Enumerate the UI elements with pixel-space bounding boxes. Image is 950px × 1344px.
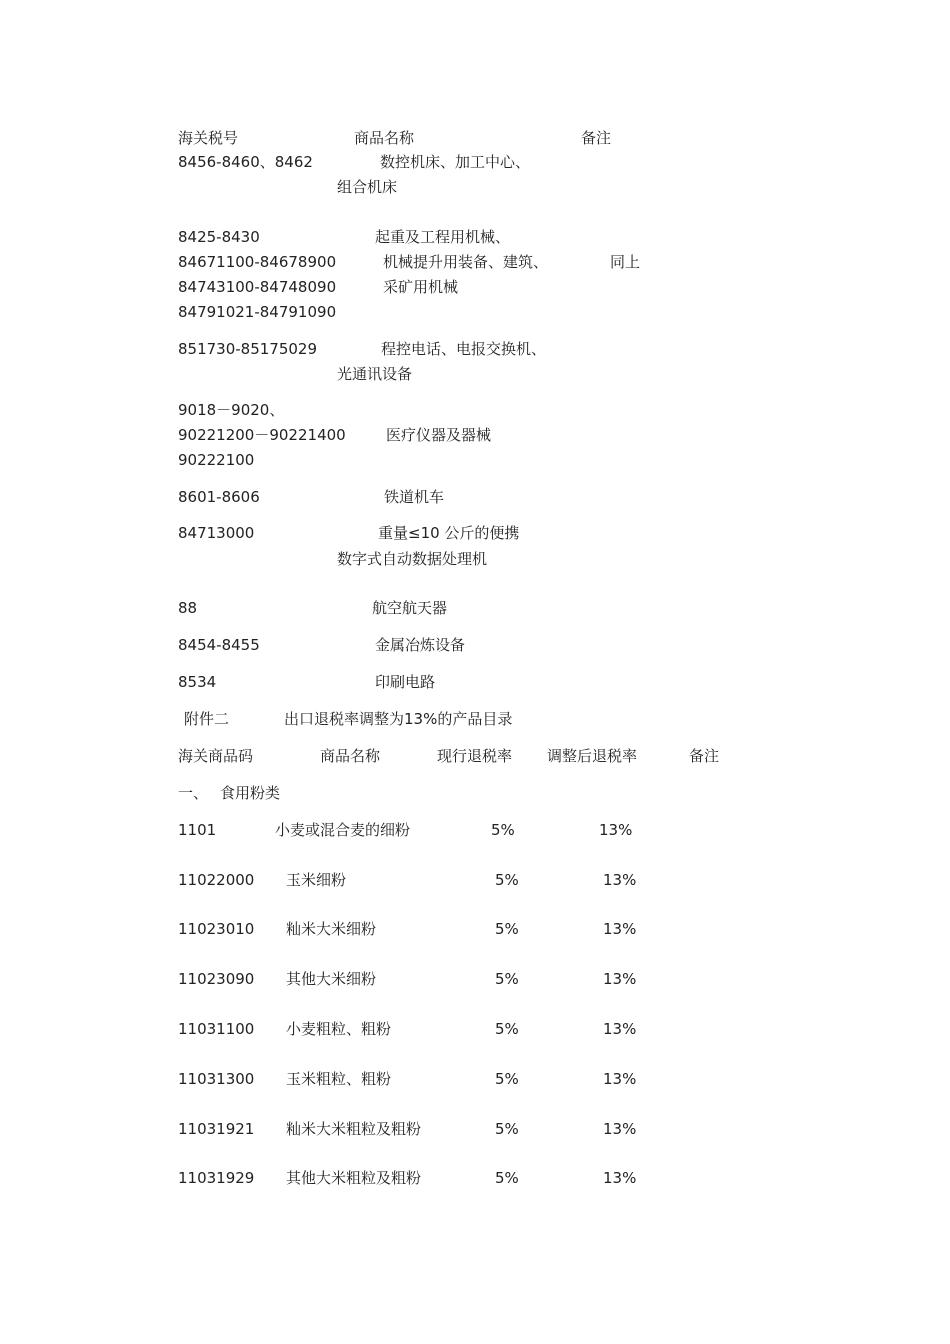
category-name: 食用粉类 (220, 784, 281, 802)
entry-note: 同上 (610, 253, 641, 271)
entry-name: 程控电话、电报交换机、 (381, 340, 547, 358)
row-adjusted-rate: 13% (603, 970, 637, 988)
row-name: 其他大米细粉 (286, 970, 377, 988)
header-name: 商品名称 (320, 747, 381, 765)
header-note: 备注 (689, 747, 720, 765)
entry-code: 851730-85175029 (178, 340, 318, 358)
row-current-rate: 5% (495, 1169, 519, 1187)
entry-name: 航空航天器 (372, 599, 448, 617)
entry-code: 8425-8430 (178, 228, 260, 246)
row-code: 11023010 (178, 920, 255, 938)
entry-name: 金属冶炼设备 (375, 636, 466, 654)
entry-code: 8534 (178, 673, 217, 691)
header-code: 海关商品码 (178, 747, 254, 765)
annex-title: 出口退税率调整为13%的产品目录 (284, 710, 513, 728)
row-name: 籼米大米细粉 (286, 920, 377, 938)
row-name: 玉米粗粒、粗粉 (286, 1070, 392, 1088)
row-current-rate: 5% (495, 920, 519, 938)
row-current-rate: 5% (495, 871, 519, 889)
row-name: 小麦粗粒、粗粉 (286, 1020, 392, 1038)
header-code: 海关税号 (178, 129, 239, 147)
row-name: 玉米细粉 (286, 871, 347, 889)
entry-name: 铁道机车 (384, 488, 445, 506)
entry-code: 8456-8460、8462 (178, 153, 313, 171)
entry-name: 机械提升用装备、建筑、 (383, 253, 549, 271)
row-adjusted-rate: 13% (603, 920, 637, 938)
entry-code: 8454-8455 (178, 636, 260, 654)
row-current-rate: 5% (495, 970, 519, 988)
entry-code: 88 (178, 599, 198, 617)
row-code: 11031300 (178, 1070, 255, 1088)
entry-name: 印刷电路 (375, 673, 436, 691)
row-current-rate: 5% (491, 821, 515, 839)
row-name: 其他大米粗粒及粗粉 (286, 1169, 422, 1187)
row-code: 11023090 (178, 970, 255, 988)
row-adjusted-rate: 13% (603, 1070, 637, 1088)
row-current-rate: 5% (495, 1070, 519, 1088)
row-code: 11031929 (178, 1169, 255, 1187)
entry-code: 90221200－90221400 (178, 426, 346, 444)
entry-name: 组合机床 (337, 178, 398, 196)
row-adjusted-rate: 13% (603, 871, 637, 889)
row-adjusted-rate: 13% (603, 1169, 637, 1187)
row-code: 1101 (178, 821, 217, 839)
row-code: 11031921 (178, 1120, 255, 1138)
entry-code: 84671100-84678900 (178, 253, 337, 271)
row-name: 小麦或混合麦的细粉 (275, 821, 411, 839)
entry-name: 起重及工程用机械、 (375, 228, 511, 246)
entry-code: 8601-8606 (178, 488, 260, 506)
header-current-rate: 现行退税率 (437, 747, 513, 765)
entry-code: 90222100 (178, 451, 255, 469)
row-current-rate: 5% (495, 1120, 519, 1138)
entry-code: 84743100-84748090 (178, 278, 337, 296)
row-current-rate: 5% (495, 1020, 519, 1038)
annex-label: 附件二 (184, 710, 230, 728)
entry-name: 重量≤10 公斤的便携 (378, 524, 520, 542)
entry-name: 数控机床、加工中心、 (380, 153, 531, 171)
header-adjusted-rate: 调整后退税率 (547, 747, 638, 765)
entry-name: 采矿用机械 (383, 278, 459, 296)
entry-code: 9018－9020、 (178, 401, 285, 419)
header-note: 备注 (581, 129, 612, 147)
row-adjusted-rate: 13% (603, 1120, 637, 1138)
entry-name: 数字式自动数据处理机 (337, 550, 488, 568)
entry-code: 84791021-84791090 (178, 303, 337, 321)
row-code: 11031100 (178, 1020, 255, 1038)
entry-code: 84713000 (178, 524, 255, 542)
row-adjusted-rate: 13% (603, 1020, 637, 1038)
row-adjusted-rate: 13% (599, 821, 633, 839)
category-number: 一、 (178, 784, 209, 802)
row-name: 籼米大米粗粒及粗粉 (286, 1120, 422, 1138)
entry-name: 医疗仪器及器械 (386, 426, 492, 444)
row-code: 11022000 (178, 871, 255, 889)
entry-name: 光通讯设备 (337, 365, 413, 383)
header-name: 商品名称 (354, 129, 415, 147)
